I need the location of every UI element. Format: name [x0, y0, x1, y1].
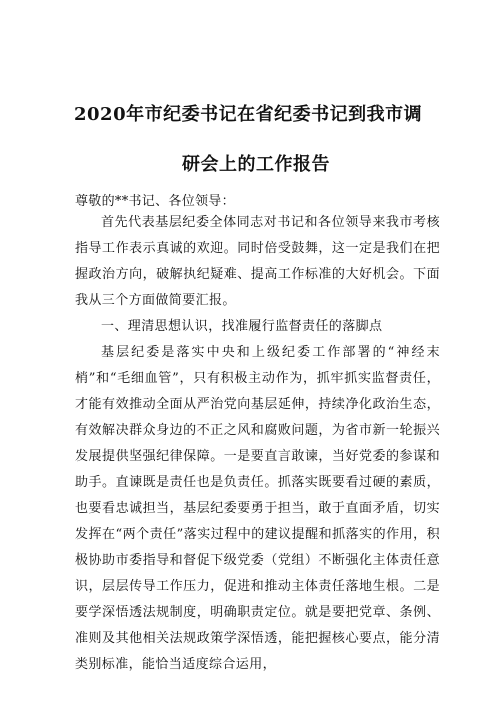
salutation: 尊敬的**书记、各位领导：	[75, 194, 235, 209]
document-title-line-1: 2020年市纪委书记在省纪委书记到我市调	[74, 104, 423, 125]
paragraph-intro: 首先代表基层纪委全体同志对书记和各位领导来我市考核指导工作表示真诚的欢迎。同时倍受鼓舞，这一定是我们在把握政治方向，破解执纪疑难、提高工作标准的大好机会。下面我从三个方面做简要汇报。	[75, 215, 440, 308]
document-title-line-2: 研会上的工作报告	[182, 154, 330, 175]
paragraph-section-1: 基层纪委是落实中央和上级纪委工作部署的“神经末梢”和“毛细血管”，只有积极主动作为，抓牢抓实监督责任，才能有效推动全面从严治党向基层延伸，持续净化政治生态，有效解决群众身边的不正之风和腐败问题，为省市新一轮振兴发展提供坚强纪律保障。一是要直言敢谏，当好党委的参谋和助手。直谏既是责任也是负责任。抓落实既要看过硬的素质，也要看忠诚担当，基层纪委要勇于担当，敢于直面矛盾，切实发挥在“两个责任”落实过程中的建议提醒和抓落实的作用，积极协助市委指导和督促下级党委（党组）不断强化主体责任意识，层层传导工作压力，促进和推动主体责任落地生根。二是要学深悟透法规制度，明确职责定位。就是要把党章、条例、准则及其他相关法规政策学深悟透，能把握核心要点，能分清类别标准，能恰当适度综合运用，	[75, 345, 440, 672]
document-body	[75, 210, 440, 678]
section-heading-1: 一、理清思想认识，找准履行监督责任的落脚点	[101, 319, 383, 334]
